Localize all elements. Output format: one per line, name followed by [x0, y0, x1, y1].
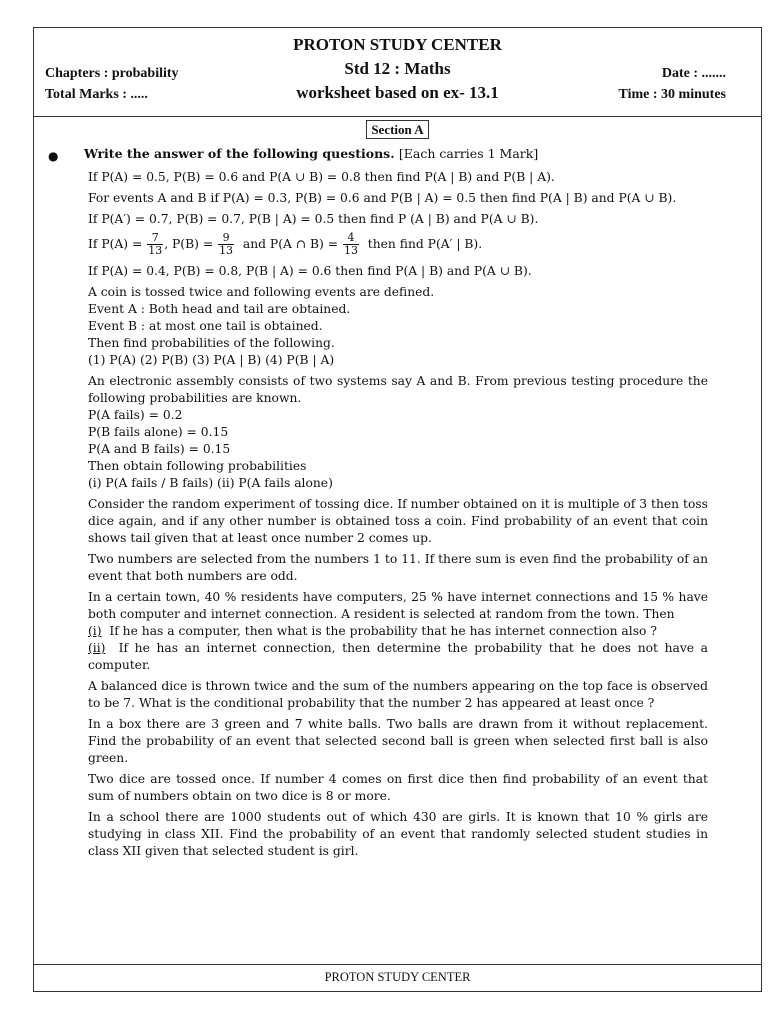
question-3: If P(A′) = 0.7, P(B) = 0.7, P(B | A) = 0.5 then find P (A | B) and P(A ∪ B). — [88, 212, 539, 226]
question-1: If P(A) = 0.5, P(B) = 0.6 and P(A ∪ B) = 0.8 then find P(A | B) and P(B | A). — [88, 170, 555, 184]
q7-line: P(A fails) = 0.2 — [88, 408, 183, 422]
part-text: If he has an internet connection, then determine the probability that he does not have a computer. — [88, 641, 708, 672]
question-13: Two dice are tossed once. If number 4 comes on first dice then find probability of an event that sum of numbers obtain on two dice is 8 or more. — [88, 772, 708, 803]
q6-line: Event A : Both head and tail are obtained. — [88, 302, 351, 316]
q4-part-d: then find P(A′ | B). — [367, 237, 483, 251]
chapters-label: Chapters : probability — [45, 66, 179, 81]
q10-part-i — [88, 623, 708, 640]
date-label: Date : ....... — [661, 66, 726, 81]
standard-subject: Std 12 : Maths — [344, 59, 451, 78]
marks-note: [Each carries 1 Mark] — [398, 146, 539, 161]
question-9: Two numbers are selected from the numbers 1 to 11. If there sum is even find the probability of an event that both numbers are odd. — [88, 552, 708, 583]
q4-part-c: and P(A ∩ B) = — [242, 237, 339, 251]
fraction-numerator: 7 — [147, 232, 163, 245]
instruction-text: Write the answer of the following questions. — [84, 146, 395, 161]
center-name: PROTON STUDY CENTER — [293, 35, 502, 54]
q6-line: (1) P(A) (2) P(B) (3) P(A | B) (4) P(B | A) — [88, 353, 335, 367]
bullet-icon: ● — [48, 149, 59, 163]
q6-line: Then find probabilities of the following. — [88, 336, 335, 350]
q6-line: Event B : at most one tail is obtained. — [88, 319, 323, 333]
q7-line: P(A and B fails) = 0.15 — [88, 442, 231, 456]
question-7 — [88, 373, 708, 492]
fraction-numerator: 9 — [218, 232, 234, 245]
worksheet-title: worksheet based on ex- 13.1 — [296, 83, 499, 102]
section-heading — [34, 119, 761, 139]
q4-part-b: , P(B) = — [164, 237, 214, 251]
fraction-pa — [147, 232, 163, 257]
q10-line: In a certain town, 40 % residents have computers, 25 % have internet connections and 15 % have both computer and internet connection. A resident is selected at random from the town. Then — [88, 590, 708, 621]
total-marks-label: Total Marks : ..... — [45, 87, 148, 102]
fraction-denominator: 13 — [148, 244, 163, 257]
header-divider — [34, 116, 761, 117]
fraction-denominator: 13 — [219, 244, 234, 257]
section-label: Section A — [366, 120, 428, 139]
question-10 — [88, 589, 708, 674]
question-4 — [88, 232, 708, 257]
question-8: Consider the random experiment of tossing dice. If number obtained on it is multiple of 3 then toss dice again, and if any other number is obtained toss a coin. Find probability of an event that coin shows tail given that at least once number 2 comes up. — [88, 497, 708, 545]
instruction — [84, 146, 538, 161]
q7-line: (i) P(A fails / B fails) (ii) P(A fails alone) — [88, 476, 333, 490]
q7-line: P(B fails alone) = 0.15 — [88, 425, 229, 439]
q7-line: An electronic assembly consists of two systems say A and B. From previous testing procedure the following probabilities are known. — [88, 374, 708, 405]
question-5: If P(A) = 0.4, P(B) = 0.8, P(B | A) = 0.6 then find P(A | B) and P(A ∪ B). — [88, 264, 532, 278]
q10-part-ii — [88, 640, 708, 674]
part-label: (i) — [88, 624, 102, 638]
question-6 — [88, 284, 708, 369]
q4-part-a: If P(A) = — [88, 237, 143, 251]
q6-line: A coin is tossed twice and following events are defined. — [88, 285, 435, 299]
part-label: (ii) — [88, 641, 106, 655]
fraction-denominator: 13 — [343, 244, 358, 257]
worksheet-frame — [33, 27, 762, 992]
footer-divider — [34, 964, 761, 965]
questions-list — [88, 169, 708, 864]
header — [34, 28, 761, 116]
fraction-pab — [343, 232, 359, 257]
question-12: In a box there are 3 green and 7 white balls. Two balls are drawn from it without replacement. Find the probability of an event that selected second ball is green when selected first ball is also green. — [88, 717, 708, 765]
question-14: In a school there are 1000 students out of which 430 are girls. It is known that 10 % girls are studying in class XII. Find the probability of an event that randomly selected student studies in class XII given that selected student is girl. — [88, 810, 708, 858]
time-label: Time : 30 minutes — [618, 87, 726, 102]
question-2: For events A and B if P(A) = 0.3, P(B) = 0.6 and P(B | A) = 0.5 then find P(A | B) and P(A ∪ B). — [88, 191, 677, 205]
part-text: If he has a computer, then what is the probability that he has internet connection also ? — [109, 624, 657, 638]
q7-line: Then obtain following probabilities — [88, 459, 307, 473]
question-11: A balanced dice is thrown twice and the sum of the numbers appearing on the top face is observed to be 7. What is the conditional probability that the number 2 has appeared at least once ? — [88, 679, 708, 710]
fraction-numerator: 4 — [343, 232, 359, 245]
fraction-pb — [218, 232, 234, 257]
footer: PROTON STUDY CENTER — [324, 970, 471, 984]
